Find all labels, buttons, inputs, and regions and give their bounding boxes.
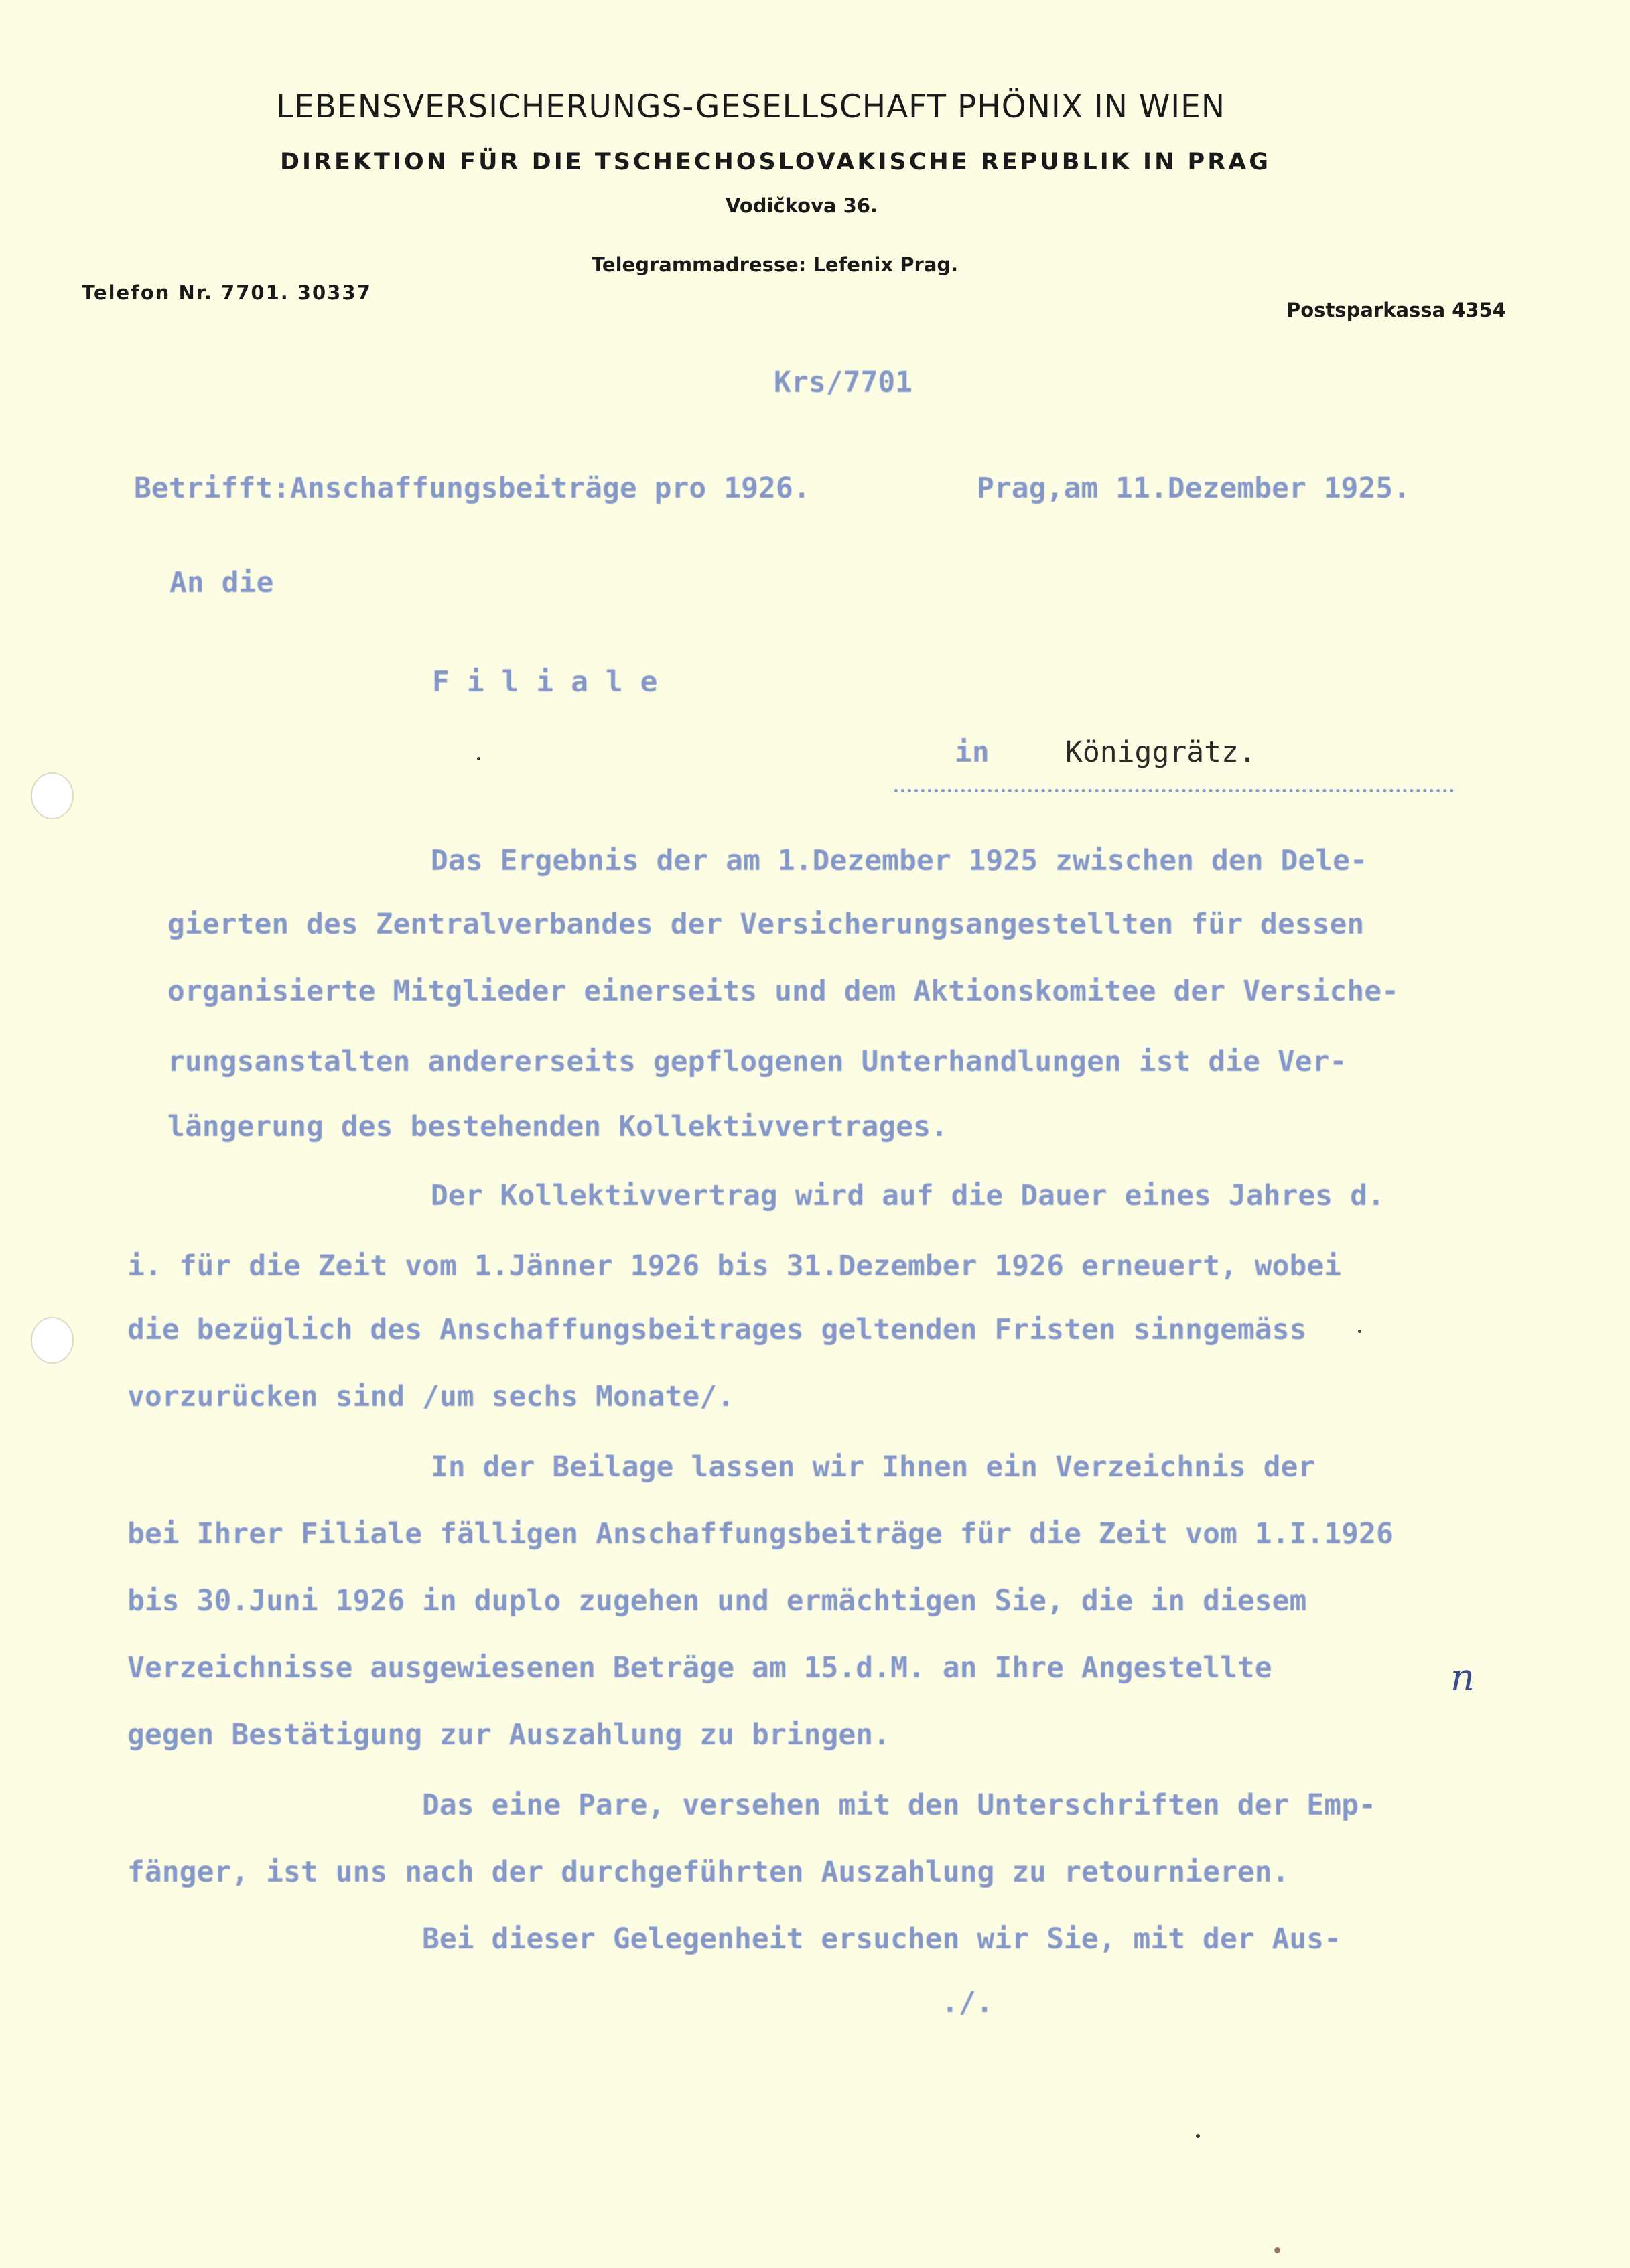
postsparkassa-line: Postsparkassa 4354 (1286, 299, 1506, 322)
continuation-mark: ./. (941, 1986, 994, 2019)
body-line: gegen Bestätigung zur Auszahlung zu bringen. (127, 1718, 891, 1752)
body-line: rungsanstalten andererseits gepflogenen Unterhandlungen ist die Ver- (167, 1045, 1347, 1078)
direction-line: DIREKTION FÜR DIE TSCHECHOSLOVAKISCHE REPUBLIK IN PRAG (280, 149, 1271, 175)
recipient-in: in (955, 735, 990, 769)
telefon-line: Telefon Nr. 7701. 30337 (82, 281, 372, 304)
address-line: Vodičkova 36. (726, 194, 878, 217)
paper-speck (1274, 2247, 1280, 2253)
body-line: i. für die Zeit vom 1.Jänner 1926 bis 31.Dezember 1926 erneuert, wobei (127, 1249, 1342, 1283)
paper-speck (1358, 1330, 1361, 1333)
body-line: organisierte Mitglieder einerseits und dem Aktionskomitee der Versiche- (167, 975, 1400, 1008)
handwritten-correction: n (1450, 1656, 1475, 1699)
body-line: vorzurücken sind /um sechs Monate/. (127, 1380, 735, 1413)
body-line: Das eine Pare, versehen mit den Unterschriften der Emp- (422, 1788, 1376, 1822)
body-line: In der Beilage lassen wir Ihnen ein Verzeichnis der (431, 1450, 1316, 1484)
punch-hole-top (31, 772, 74, 819)
recipient-city: Königgrätz. (1065, 735, 1256, 769)
company-name: LEBENSVERSICHERUNGS-GESELLSCHAFT PHÖNIX IN WIEN (276, 88, 1226, 125)
recipient-underline (894, 789, 1454, 792)
body-line: Bei dieser Gelegenheit ersuchen wir Sie, mit der Aus- (422, 1922, 1342, 1956)
body-line: bis 30.Juni 1926 in duplo zugehen und ermächtigen Sie, die in diesem (127, 1584, 1307, 1618)
paper-speck (1196, 2134, 1200, 2138)
body-line: gierten des Zentralverbandes der Versicherungsangestellten für dessen (167, 908, 1365, 941)
reference-number: Krs/7701 (774, 366, 913, 399)
subject-line: Betrifft:Anschaffungsbeiträge pro 1926. (134, 472, 811, 505)
body-line: Der Kollektivvertrag wird auf die Dauer eines Jahres d. (431, 1179, 1385, 1212)
body-line: die bezüglich des Anschaffungsbeitrages geltenden Fristen sinngemäss (127, 1313, 1307, 1346)
body-line: Verzeichnisse ausgewiesenen Beträge am 15.d.M. an Ihre Angestellte (127, 1651, 1272, 1685)
telegram-line: Telegrammadresse: Lefenix Prag. (592, 253, 959, 276)
punch-hole-bottom (31, 1317, 74, 1364)
body-line: längerung des bestehenden Kollektivvertrages. (167, 1110, 948, 1143)
salutation-to: An die (169, 566, 274, 599)
place-date: Prag,am 11.Dezember 1925. (977, 472, 1411, 505)
body-line: bei Ihrer Filiale fälligen Anschaffungsbeiträge für die Zeit vom 1.I.1926 (127, 1517, 1394, 1551)
body-line: Das Ergebnis der am 1.Dezember 1925 zwischen den Dele- (431, 844, 1367, 877)
body-line: fänger, ist uns nach der durchgeführten Auszahlung zu retournieren. (127, 1855, 1290, 1889)
paper-speck (477, 757, 480, 760)
recipient: F i l i a l e (432, 665, 658, 699)
